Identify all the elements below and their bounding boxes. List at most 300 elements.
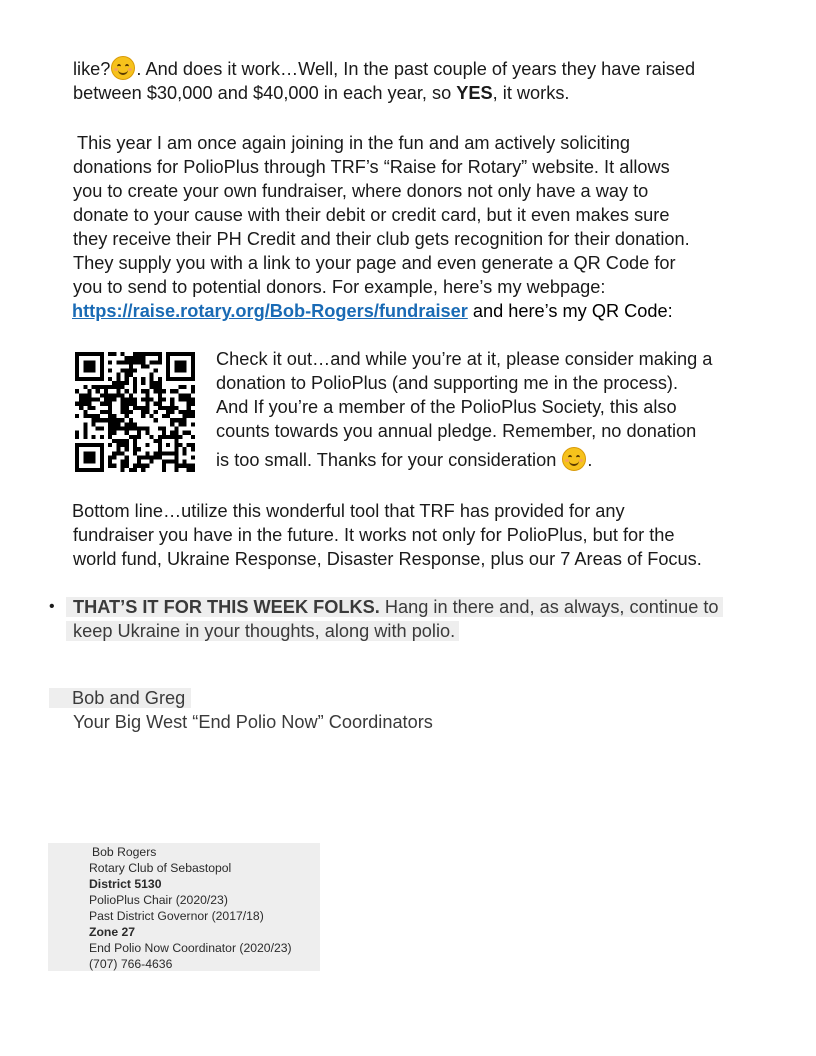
qr-module [183, 369, 187, 373]
qr-module [129, 468, 133, 472]
qr-module [108, 406, 112, 410]
qr-module [100, 443, 104, 447]
qr-module [100, 426, 104, 430]
qr-module [112, 439, 116, 443]
qr-module [174, 431, 178, 435]
bullet-line-2: keep Ukraine in your thoughts, along with polio. [66, 619, 766, 643]
qr-module [125, 422, 129, 426]
paragraph-line: they receive their PH Credit and their club gets recognition for their donation. [73, 229, 690, 249]
qr-module [170, 406, 174, 410]
qr-module [92, 418, 96, 422]
signature-line: End Polio Now Coordinator (2020/23) [89, 941, 292, 955]
qr-module [75, 364, 79, 368]
qr-module [145, 431, 149, 435]
qr-module [129, 402, 133, 406]
qr-module [178, 443, 182, 447]
qr-module [174, 352, 178, 356]
qr-module [141, 414, 145, 418]
qr-module [170, 431, 174, 435]
qr-module [129, 364, 133, 368]
qr-module [145, 364, 149, 368]
qr-module [83, 435, 87, 439]
qr-module [79, 393, 83, 397]
qr-module [100, 356, 104, 360]
qr-module [121, 451, 125, 455]
qr-module [121, 439, 125, 443]
qr-module [75, 431, 79, 435]
qr-module [112, 414, 116, 418]
qr-module [183, 410, 187, 414]
qr-module [166, 451, 170, 455]
qr-module [154, 369, 158, 373]
qr-module [75, 414, 79, 418]
qr-module [187, 464, 191, 468]
qr-module [166, 364, 170, 368]
qr-module [187, 406, 191, 410]
qr-module [174, 468, 178, 472]
qr-module [154, 418, 158, 422]
qr-module [87, 360, 91, 364]
qr-module [187, 468, 191, 472]
qr-module [79, 468, 83, 472]
qr-module [191, 377, 195, 381]
fundraiser-link[interactable]: https://raise.rotary.org/Bob-Rogers/fundraiser [72, 301, 468, 321]
paragraph-line: world fund, Ukraine Response, Disaster Response, plus our 7 Areas of Focus. [73, 549, 702, 569]
qr-module [133, 422, 137, 426]
qr-module [187, 352, 191, 356]
qr-module [133, 464, 137, 468]
qr-module [154, 455, 158, 459]
qr-module [183, 460, 187, 464]
qr-module [112, 418, 116, 422]
qr-module [125, 460, 129, 464]
qr-module [178, 393, 182, 397]
qr-module [170, 422, 174, 426]
qr-module [116, 447, 120, 451]
qr-module [133, 435, 137, 439]
qr-module [154, 451, 158, 455]
qr-module [166, 460, 170, 464]
qr-module [92, 460, 96, 464]
signature-line: Bob Rogers [92, 845, 157, 859]
qr-module [158, 389, 162, 393]
qr-module [83, 443, 87, 447]
qr-module [125, 369, 129, 373]
qr-module [75, 451, 79, 455]
qr-module [178, 418, 182, 422]
qr-module [166, 373, 170, 377]
qr-module [191, 369, 195, 373]
signature-line: Rotary Club of Sebastopol [89, 861, 232, 875]
qr-module [104, 418, 108, 422]
qr-module [149, 377, 153, 381]
qr-module [174, 439, 178, 443]
paragraph-line: you to send to potential donors. For example, here’s my webpage: [73, 277, 606, 297]
qr-module [170, 418, 174, 422]
qr-module [108, 360, 112, 364]
qr-module [191, 364, 195, 368]
qr-module [170, 389, 174, 393]
qr-module [75, 377, 79, 381]
qr-module [145, 352, 149, 356]
qr-module [112, 398, 116, 402]
qr-module [137, 406, 141, 410]
qr-module [145, 389, 149, 393]
qr-module [158, 406, 162, 410]
qr-module [133, 385, 137, 389]
qr-module [129, 422, 133, 426]
qr-module [116, 389, 120, 393]
qr-module [183, 385, 187, 389]
qr-module [158, 435, 162, 439]
bullet-marker: • [49, 598, 55, 615]
qr-module [174, 447, 178, 451]
qr-module [129, 435, 133, 439]
qr-module [83, 352, 87, 356]
qr-module [133, 356, 137, 360]
closing-names: Bob and Greg [49, 686, 749, 710]
qr-module [187, 410, 191, 414]
qr-module [187, 398, 191, 402]
qr-module [104, 393, 108, 397]
qr-module [166, 414, 170, 418]
qr-module [141, 356, 145, 360]
qr-module [75, 447, 79, 451]
qr-module [149, 360, 153, 364]
qr-module [108, 464, 112, 468]
qr-module [145, 443, 149, 447]
qr-module [149, 455, 153, 459]
qr-module [75, 369, 79, 373]
signature-line: District 5130 [89, 877, 162, 891]
qr-module [158, 402, 162, 406]
qr-module [187, 443, 191, 447]
qr-module [83, 422, 87, 426]
qr-module [129, 360, 133, 364]
qr-module [83, 377, 87, 381]
yes-emphasis: YES [456, 83, 493, 103]
qr-module [96, 443, 100, 447]
qr-module [87, 460, 91, 464]
qr-module [87, 451, 91, 455]
qr-module [166, 435, 170, 439]
qr-module [145, 410, 149, 414]
qr-module [162, 435, 166, 439]
qr-module [100, 373, 104, 377]
closing-title: Your Big West “End Polio Now” Coordinators [73, 712, 433, 732]
qr-module [133, 439, 137, 443]
qr-module [96, 385, 100, 389]
closing-bullet-paragraph [66, 595, 766, 643]
qr-module [108, 352, 112, 356]
qr-module [170, 435, 174, 439]
qr-code-icon[interactable] [75, 352, 195, 472]
qr-module [125, 356, 129, 360]
qr-module [75, 352, 79, 356]
qr-module [158, 360, 162, 364]
qr-module [129, 418, 133, 422]
qr-module [162, 464, 166, 468]
qr-module [108, 422, 112, 426]
qr-module [174, 377, 178, 381]
qr-module [137, 356, 141, 360]
qr-module [116, 393, 120, 397]
qr-module [96, 389, 100, 393]
qr-module [112, 464, 116, 468]
qr-module [108, 402, 112, 406]
qr-module [158, 426, 162, 430]
qr-module [191, 422, 195, 426]
qr-module [96, 468, 100, 472]
qr-module [96, 426, 100, 430]
qr-module [83, 385, 87, 389]
qr-module [187, 431, 191, 435]
qr-module [83, 393, 87, 397]
qr-module [96, 414, 100, 418]
qr-module [116, 443, 120, 447]
paragraph-line: Bottom line…utilize this wonderful tool that TRF has provided for any [72, 501, 625, 521]
raise-for-rotary-paragraph [73, 131, 773, 323]
qr-module [145, 402, 149, 406]
qr-module [125, 389, 129, 393]
qr-module [83, 364, 87, 368]
qr-module [191, 385, 195, 389]
qr-module [137, 426, 141, 430]
qr-module [112, 455, 116, 459]
qr-module [100, 352, 104, 356]
qr-module [125, 410, 129, 414]
qr-module [191, 352, 195, 356]
qr-module [170, 460, 174, 464]
qr-module [108, 426, 112, 430]
qr-module [133, 447, 137, 451]
qr-module [108, 393, 112, 397]
qr-module [121, 464, 125, 468]
qr-module [145, 464, 149, 468]
qr-module [154, 352, 158, 356]
qr-module [121, 443, 125, 447]
qr-module [158, 385, 162, 389]
qr-module [133, 468, 137, 472]
qr-module [116, 451, 120, 455]
qr-module [141, 364, 145, 368]
qr-module [154, 385, 158, 389]
qr-module [121, 369, 125, 373]
qr-module [92, 422, 96, 426]
qr-module [183, 393, 187, 397]
qr-module [183, 451, 187, 455]
qr-module [129, 398, 133, 402]
qr-module [87, 398, 91, 402]
qr-module [166, 369, 170, 373]
qr-module [92, 451, 96, 455]
qr-module [183, 364, 187, 368]
qr-module [92, 435, 96, 439]
qr-module [92, 468, 96, 472]
intro-line-1: like? . And does it work…Well, In the past couple of years they have raised [73, 56, 773, 81]
qr-module [191, 443, 195, 447]
qr-module [125, 398, 129, 402]
qr-module [183, 418, 187, 422]
qr-module [92, 364, 96, 368]
qr-module [100, 451, 104, 455]
qr-module [166, 352, 170, 356]
qr-module [170, 352, 174, 356]
qr-module [108, 398, 112, 402]
qr-module [145, 406, 149, 410]
qr-module [121, 360, 125, 364]
qr-module [191, 464, 195, 468]
qr-module [141, 455, 145, 459]
qr-module [174, 460, 178, 464]
qr-module [183, 464, 187, 468]
qr-module [125, 431, 129, 435]
qr-module [112, 381, 116, 385]
qr-module [133, 426, 137, 430]
qr-module [174, 435, 178, 439]
qr-module [121, 398, 125, 402]
qr-module [178, 435, 182, 439]
qr-module [92, 377, 96, 381]
qr-module [100, 364, 104, 368]
qr-module [79, 352, 83, 356]
qr-module [141, 360, 145, 364]
qr-module [174, 406, 178, 410]
qr-module [137, 455, 141, 459]
smiling-face-emoji-icon [111, 56, 135, 80]
qr-module [108, 377, 112, 381]
qr-module [191, 410, 195, 414]
qr-module [121, 426, 125, 430]
qr-module [129, 393, 133, 397]
qr-module [125, 373, 129, 377]
qr-module [96, 398, 100, 402]
qr-module [133, 443, 137, 447]
qr-module [108, 443, 112, 447]
qr-module [75, 435, 79, 439]
qr-module [83, 402, 87, 406]
qr-module [108, 418, 112, 422]
qr-module [133, 381, 137, 385]
qr-module [183, 398, 187, 402]
qr-module [75, 468, 79, 472]
qr-module [108, 460, 112, 464]
qr-module [125, 439, 129, 443]
bottom-line-paragraph [72, 499, 772, 571]
qr-module [108, 385, 112, 389]
qr-module [116, 422, 120, 426]
qr-module [75, 455, 79, 459]
qr-module [133, 389, 137, 393]
qr-module [149, 385, 153, 389]
qr-module [125, 426, 129, 430]
qr-module [191, 414, 195, 418]
qr-module [83, 455, 87, 459]
qr-module [83, 414, 87, 418]
signature-line: Past District Governor (2017/18) [89, 909, 264, 923]
qr-module [133, 352, 137, 356]
qr-module [92, 443, 96, 447]
qr-module [158, 377, 162, 381]
qr-module [108, 410, 112, 414]
qr-module [83, 460, 87, 464]
qr-module [92, 414, 96, 418]
qr-module [145, 393, 149, 397]
qr-module [79, 406, 83, 410]
qr-module [129, 373, 133, 377]
qr-module [137, 435, 141, 439]
qr-module [125, 406, 129, 410]
qr-module [166, 406, 170, 410]
qr-module [149, 435, 153, 439]
intro-paragraph [73, 56, 773, 105]
qr-module [125, 414, 129, 418]
qr-module [174, 455, 178, 459]
qr-module [191, 468, 195, 472]
qr-module [92, 352, 96, 356]
qr-module [92, 369, 96, 373]
qr-module [178, 352, 182, 356]
qr-module [174, 364, 178, 368]
qr-module [149, 352, 153, 356]
qr-module [108, 369, 112, 373]
qr-module [116, 418, 120, 422]
qr-module [191, 360, 195, 364]
paragraph-line: They supply you with a link to your page and even generate a QR Code for [73, 253, 676, 273]
qr-module [191, 455, 195, 459]
qr-module [187, 393, 191, 397]
qr-module [145, 451, 149, 455]
qr-module [158, 439, 162, 443]
qr-module [75, 389, 79, 393]
qr-module [137, 464, 141, 468]
qr-module [100, 464, 104, 468]
qr-module [87, 455, 91, 459]
qr-module [137, 431, 141, 435]
qr-module [129, 426, 133, 430]
qr-module [162, 431, 166, 435]
qr-module [116, 373, 120, 377]
qr-module [121, 468, 125, 472]
qr-module [104, 385, 108, 389]
qr-module [137, 352, 141, 356]
qr-module [92, 455, 96, 459]
qr-module [108, 431, 112, 435]
intro-line-2: between $30,000 and $40,000 in each year, so YES, it works. [73, 83, 570, 103]
qr-module [121, 406, 125, 410]
qr-module [170, 377, 174, 381]
qr-module [87, 389, 91, 393]
qr-module [121, 393, 125, 397]
qr-module [87, 352, 91, 356]
qr-module [158, 352, 162, 356]
qr-module [183, 360, 187, 364]
qr-module [149, 398, 153, 402]
qr-module [178, 369, 182, 373]
qr-module [92, 360, 96, 364]
qr-module [112, 393, 116, 397]
qr-module [141, 406, 145, 410]
qr-module [112, 426, 116, 430]
qr-module [87, 468, 91, 472]
qr-module [178, 364, 182, 368]
qr-module [154, 360, 158, 364]
qr-module [133, 398, 137, 402]
qr-module [112, 385, 116, 389]
bullet-line-1: THAT’S IT FOR THIS WEEK FOLKS. Hang in there and, as always, continue to [66, 595, 766, 619]
qr-module [166, 410, 170, 414]
qr-module [191, 373, 195, 377]
